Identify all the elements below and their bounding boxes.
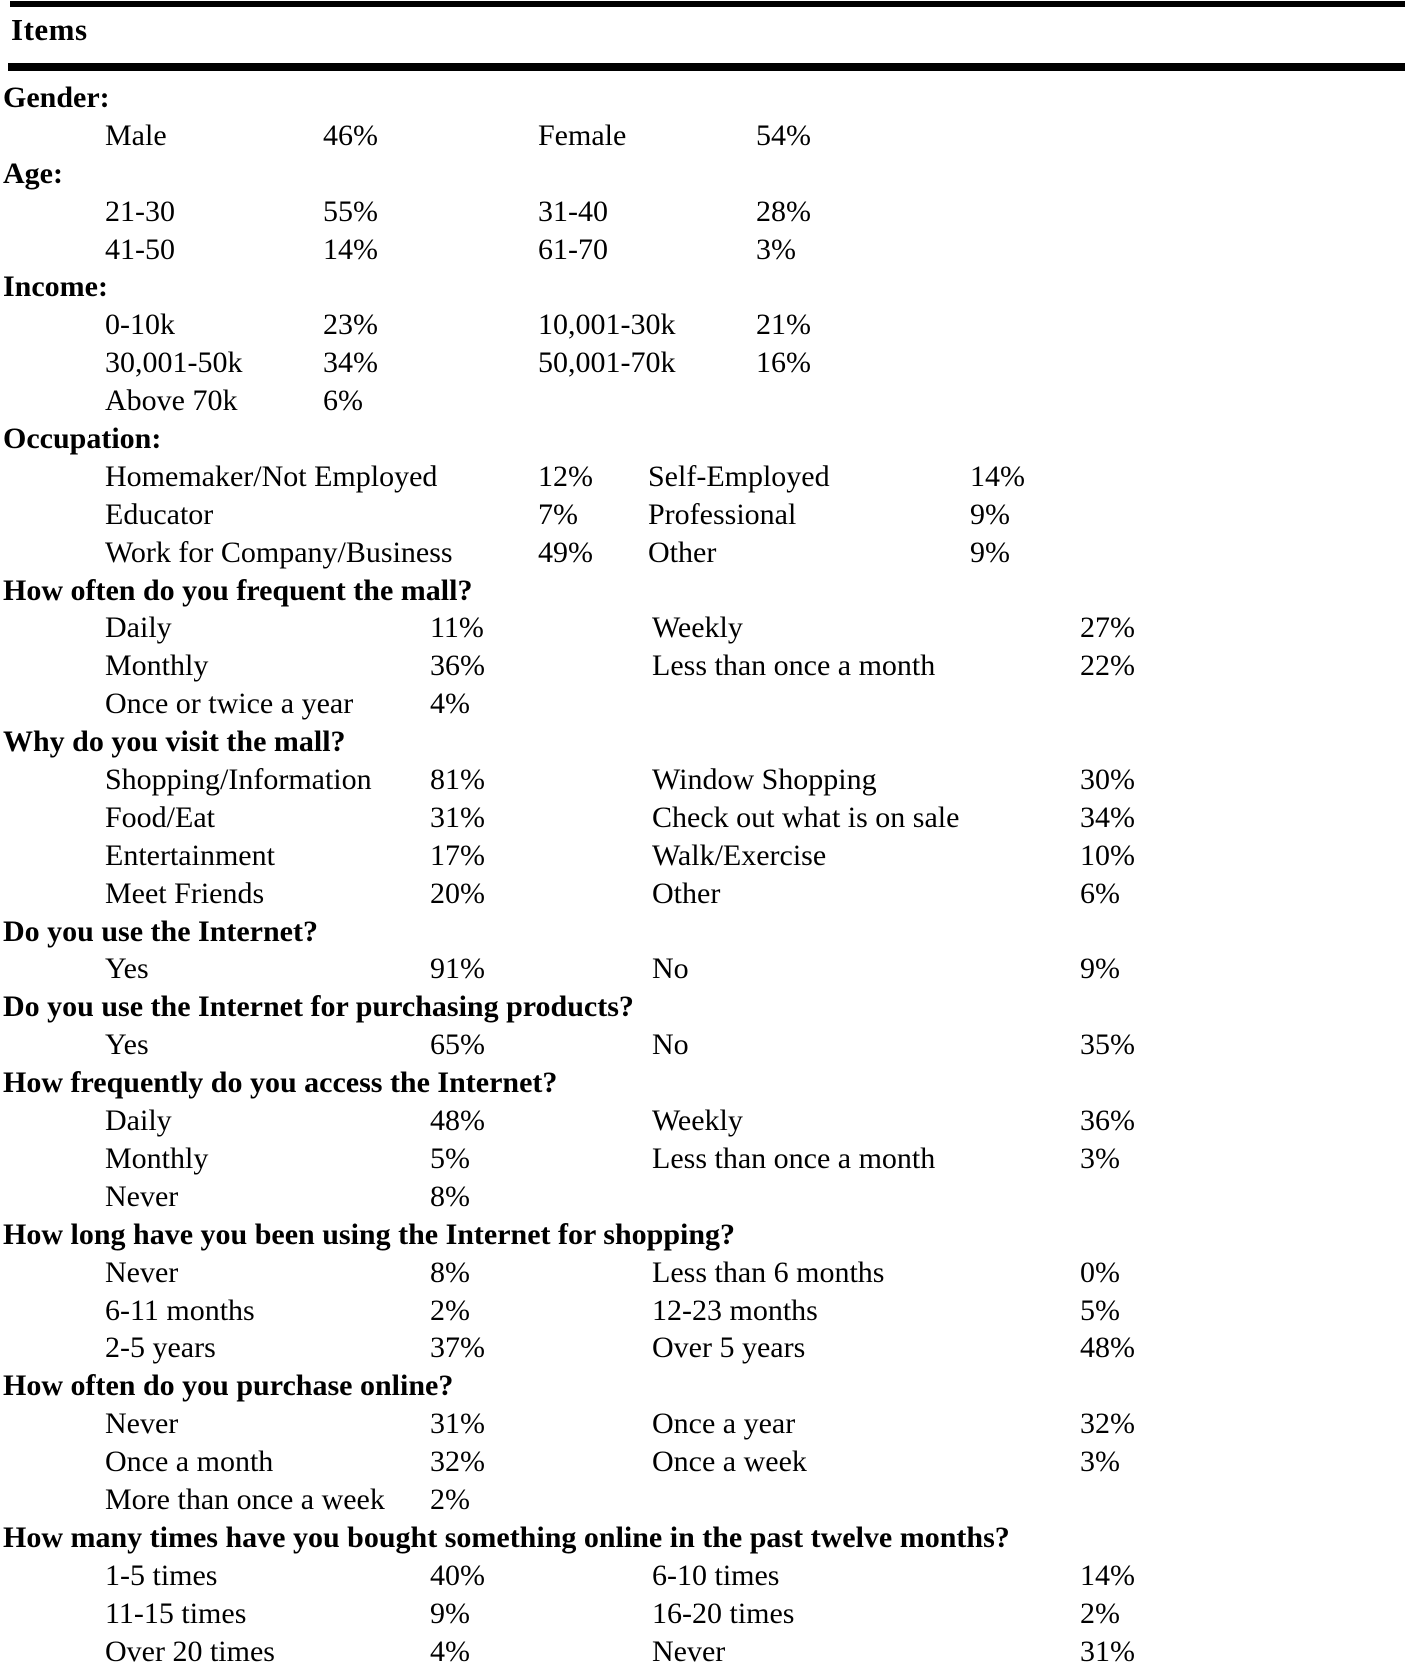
table-row [0, 1178, 1405, 1216]
label-cell: No [652, 952, 689, 986]
value-cell: 30% [1080, 763, 1135, 797]
section-title: Do you use the Internet? [3, 914, 318, 948]
label-cell: 50,001-70k [538, 346, 676, 380]
section-title: How frequently do you access the Internet? [3, 1066, 558, 1100]
value-cell: 16% [756, 346, 811, 380]
value-cell: 31% [430, 1407, 485, 1441]
section-title: Occupation: [3, 422, 162, 456]
section-title: Income: [3, 270, 108, 304]
section-title: Do you use the Internet for purchasing products? [3, 990, 634, 1024]
value-cell: 35% [1080, 1028, 1135, 1062]
table-row [0, 117, 1405, 155]
label-cell: No [652, 1028, 689, 1062]
value-cell: 14% [970, 459, 1025, 493]
value-cell: 9% [430, 1596, 470, 1630]
value-cell: 3% [1080, 1141, 1120, 1175]
table-row [0, 306, 1405, 344]
value-cell: 14% [323, 232, 378, 266]
value-cell: 32% [430, 1445, 485, 1479]
value-cell [1080, 1178, 1405, 1216]
table-row [0, 1140, 1405, 1178]
value-cell: 2% [430, 1293, 470, 1327]
value-cell: 9% [970, 535, 1010, 569]
table-top-rule [10, 1, 1405, 7]
label-cell: Professional [648, 497, 797, 531]
label-cell: Male [105, 118, 167, 152]
value-cell: 17% [430, 838, 485, 872]
label-cell: Walk/Exercise [652, 838, 827, 872]
table-row [0, 344, 1405, 382]
label-cell [538, 382, 756, 420]
table-row [0, 1443, 1405, 1481]
value-cell: 91% [430, 952, 485, 986]
section-title: How long have you been using the Internet for shopping? [3, 1217, 736, 1251]
label-cell: Less than 6 months [652, 1255, 885, 1289]
label-cell: Over 5 years [652, 1331, 806, 1365]
value-cell: 11% [430, 611, 484, 645]
label-cell: Window Shopping [652, 763, 877, 797]
table-body [0, 79, 1405, 1667]
label-cell: 41-50 [105, 232, 175, 266]
value-cell: 3% [1080, 1445, 1120, 1479]
label-cell: Food/Eat [105, 800, 215, 834]
value-cell: 48% [430, 1104, 485, 1138]
value-cell: 31% [430, 800, 485, 834]
value-cell: 9% [970, 497, 1010, 531]
table-row [0, 1481, 1405, 1519]
table-row [0, 193, 1405, 231]
value-cell: 31% [1080, 1634, 1135, 1667]
label-cell: 21-30 [105, 194, 175, 228]
value-cell: 4% [430, 1634, 470, 1667]
label-cell: 30,001-50k [105, 346, 243, 380]
value-cell: 46% [323, 118, 378, 152]
value-cell [1080, 685, 1405, 723]
label-cell: Never [105, 1255, 179, 1289]
table-row [0, 458, 1405, 496]
label-cell: 1-5 times [105, 1558, 218, 1592]
value-cell: 22% [1080, 649, 1135, 683]
value-cell: 2% [430, 1482, 470, 1516]
label-cell: Other [652, 876, 721, 910]
label-cell: Meet Friends [105, 876, 265, 910]
label-cell: Shopping/Information [105, 763, 372, 797]
label-cell: Homemaker/Not Employed [105, 459, 438, 493]
label-cell: Educator [105, 497, 214, 531]
table-row [0, 1405, 1405, 1443]
table-row [0, 1595, 1405, 1633]
label-cell: 10,001-30k [538, 308, 676, 342]
label-cell: Never [105, 1407, 179, 1441]
table-row [0, 950, 1405, 988]
value-cell: 4% [430, 687, 470, 721]
label-cell: Weekly [652, 611, 743, 645]
label-cell: Never [105, 1179, 179, 1213]
table-row [0, 799, 1405, 837]
value-cell: 65% [430, 1028, 485, 1062]
section-title: Age: [3, 156, 63, 190]
label-cell: Work for Company/Business [105, 535, 453, 569]
label-cell: Monthly [105, 1141, 209, 1175]
value-cell: 34% [323, 346, 378, 380]
value-cell: 55% [323, 194, 378, 228]
value-cell: 8% [430, 1255, 470, 1289]
label-cell: Once a month [105, 1445, 274, 1479]
table-row [0, 496, 1405, 534]
label-cell [652, 685, 1080, 723]
value-cell: 21% [756, 308, 811, 342]
label-cell: Less than once a month [652, 1141, 936, 1175]
value-cell: 48% [1080, 1331, 1135, 1365]
label-cell: Less than once a month [652, 649, 936, 683]
label-cell: Daily [105, 611, 172, 645]
table-row [0, 1254, 1405, 1292]
value-cell: 36% [1080, 1104, 1135, 1138]
table-row [0, 1557, 1405, 1595]
table-header-items: Items [11, 12, 88, 47]
section-title: How often do you frequent the mall? [3, 573, 473, 607]
table-row [0, 1026, 1405, 1064]
value-cell: 20% [430, 876, 485, 910]
value-cell [756, 382, 1405, 420]
value-cell: 37% [430, 1331, 485, 1365]
label-cell: 16-20 times [652, 1596, 795, 1630]
table-row [0, 761, 1405, 799]
label-cell: 12-23 months [652, 1293, 818, 1327]
value-cell: 23% [323, 308, 378, 342]
label-cell: Once a year [652, 1407, 796, 1441]
value-cell: 8% [430, 1179, 470, 1213]
label-cell [652, 1481, 1080, 1519]
label-cell: 6-11 months [105, 1293, 255, 1327]
value-cell: 9% [1080, 952, 1120, 986]
label-cell: Over 20 times [105, 1634, 275, 1667]
value-cell: 2% [1080, 1596, 1120, 1630]
label-cell: Weekly [652, 1104, 743, 1138]
value-cell: 3% [756, 232, 796, 266]
value-cell: 27% [1080, 611, 1135, 645]
label-cell [652, 1178, 1080, 1216]
label-cell: Self-Employed [648, 459, 830, 493]
section-title: How many times have you bought something online in the past twelve months? [3, 1520, 1010, 1554]
value-cell: 36% [430, 649, 485, 683]
value-cell: 14% [1080, 1558, 1135, 1592]
value-cell: 6% [323, 384, 363, 418]
table-row [0, 1292, 1405, 1330]
label-cell: Never [652, 1634, 726, 1667]
table-row [0, 647, 1405, 685]
label-cell: Yes [105, 952, 149, 986]
value-cell [1080, 1481, 1405, 1519]
label-cell: Yes [105, 1028, 149, 1062]
value-cell: 81% [430, 763, 485, 797]
label-cell: 31-40 [538, 194, 608, 228]
section-title: How often do you purchase online? [3, 1369, 454, 1403]
table-row [0, 1329, 1405, 1367]
value-cell: 0% [1080, 1255, 1120, 1289]
value-cell: 6% [1080, 876, 1120, 910]
value-cell: 10% [1080, 838, 1135, 872]
value-cell: 5% [430, 1141, 470, 1175]
table-row [0, 685, 1405, 723]
value-cell: 28% [756, 194, 811, 228]
value-cell: 12% [538, 459, 593, 493]
label-cell: Entertainment [105, 838, 275, 872]
label-cell: Other [648, 535, 717, 569]
value-cell: 7% [538, 497, 578, 531]
label-cell: Once a week [652, 1445, 807, 1479]
value-cell: 32% [1080, 1407, 1135, 1441]
label-cell: More than once a week [105, 1482, 385, 1516]
table-row [0, 837, 1405, 875]
label-cell: Female [538, 118, 627, 152]
label-cell: Above 70k [105, 384, 238, 418]
section-title: Gender: [3, 81, 110, 114]
value-cell: 49% [538, 535, 593, 569]
label-cell: Once or twice a year [105, 687, 354, 721]
table-row [0, 875, 1405, 913]
value-cell: 34% [1080, 800, 1135, 834]
label-cell: 2-5 years [105, 1331, 216, 1365]
label-cell: 6-10 times [652, 1558, 780, 1592]
value-cell: 40% [430, 1558, 485, 1592]
label-cell: 0-10k [105, 308, 175, 342]
section-title: Why do you visit the mall? [3, 725, 346, 759]
label-cell: 61-70 [538, 232, 608, 266]
table-row [0, 382, 1405, 420]
table-row [0, 231, 1405, 269]
table-row [0, 1102, 1405, 1140]
label-cell: Daily [105, 1104, 172, 1138]
table-row [0, 534, 1405, 572]
value-cell: 54% [756, 118, 811, 152]
label-cell: Monthly [105, 649, 209, 683]
table-row [0, 1633, 1405, 1667]
value-cell: 5% [1080, 1293, 1120, 1327]
table-row [0, 609, 1405, 647]
table-header-rule [8, 63, 1405, 71]
label-cell: 11-15 times [105, 1596, 247, 1630]
label-cell: Check out what is on sale [652, 800, 960, 834]
